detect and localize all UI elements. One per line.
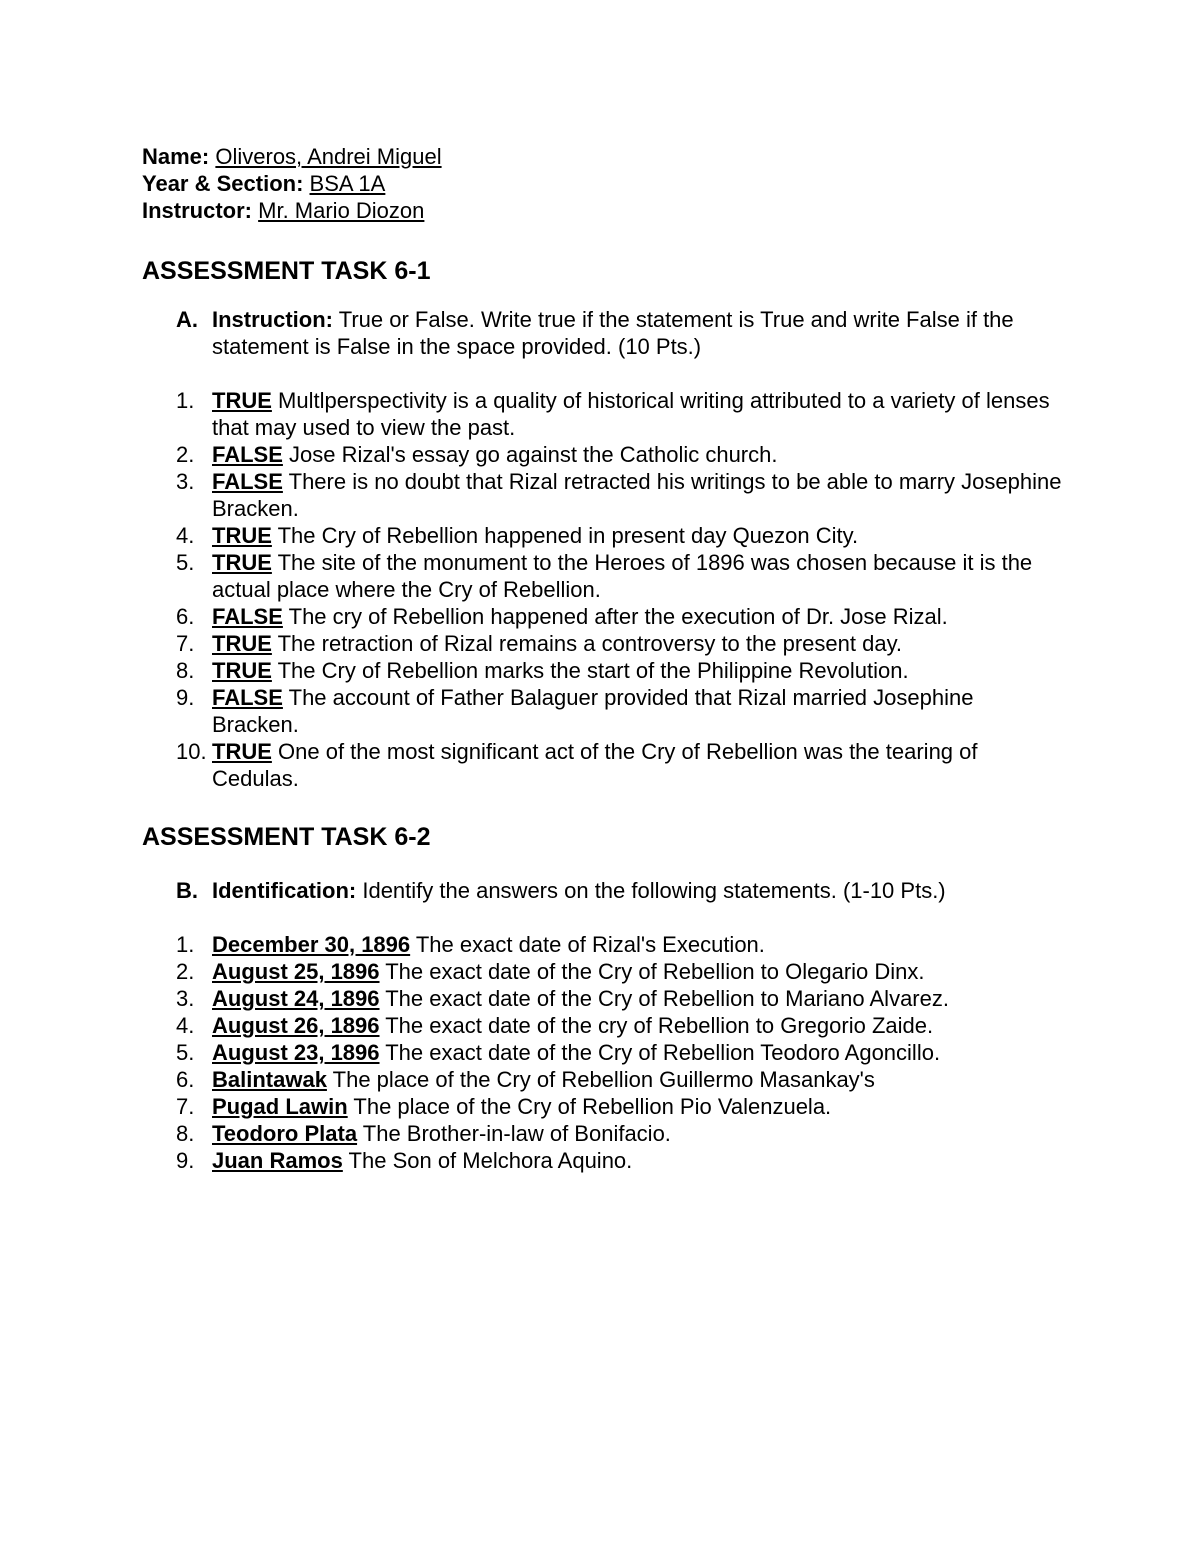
item-answer: TRUE xyxy=(212,658,272,683)
item-number: 8. xyxy=(176,1121,195,1146)
item-text: There is no doubt that Rizal retracted his writings to be able to marry Josephine Bracken. xyxy=(212,469,1062,521)
task2-instruction-label: Identification: xyxy=(212,878,357,903)
item-answer: Pugad Lawin xyxy=(212,1094,348,1119)
item-number: 6. xyxy=(176,1067,195,1092)
item-text: The Brother-in-law of Bonifacio. xyxy=(362,1121,671,1146)
item-number: 9. xyxy=(176,685,195,710)
list-item xyxy=(142,738,1062,792)
item-number: 5. xyxy=(176,1040,195,1065)
item-answer: FALSE xyxy=(212,604,283,629)
item-text: Multlperspectivity is a quality of historical writing attributed to a variety of lenses that may used to view the past. xyxy=(212,388,1050,440)
list-item xyxy=(142,931,1062,958)
list-item xyxy=(142,1093,1062,1120)
item-answer: August 24, 1896 xyxy=(212,986,380,1011)
list-item xyxy=(142,958,1062,985)
item-text: The Cry of Rebellion happened in present day Quezon City. xyxy=(277,523,859,548)
item-text: The Cry of Rebellion marks the start of the Philippine Revolution. xyxy=(277,658,909,683)
item-answer: TRUE xyxy=(212,550,272,575)
task1-list xyxy=(142,387,1062,792)
item-number: 7. xyxy=(176,631,195,656)
item-answer: FALSE xyxy=(212,442,283,467)
item-text: The exact date of Rizal's Execution. xyxy=(415,932,765,957)
item-text: One of the most significant act of the Cry of Rebellion was the tearing of Cedulas. xyxy=(212,739,978,791)
item-number: 4. xyxy=(176,523,195,548)
task1-instruction-letter: A. xyxy=(176,307,198,332)
item-text: The place of the Cry of Rebellion Pio Valenzuela. xyxy=(353,1094,832,1119)
list-item xyxy=(142,985,1062,1012)
item-answer: FALSE xyxy=(212,685,283,710)
task2-instruction-text: Identify the answers on the following statements. (1-10 Pts.) xyxy=(362,878,946,903)
list-item xyxy=(142,1012,1062,1039)
item-number: 9. xyxy=(176,1148,195,1173)
item-number: 4. xyxy=(176,1013,195,1038)
name-line xyxy=(142,143,1062,170)
item-number: 2. xyxy=(176,442,195,467)
item-number: 1. xyxy=(176,388,195,413)
section-value: BSA 1A xyxy=(309,171,386,196)
item-answer: TRUE xyxy=(212,631,272,656)
task1-instruction-label: Instruction: xyxy=(212,307,333,332)
item-number: 3. xyxy=(176,986,195,1011)
item-text: The account of Father Balaguer provided that Rizal married Josephine Bracken. xyxy=(212,685,974,737)
list-item xyxy=(142,1120,1062,1147)
instructor-value: Mr. Mario Diozon xyxy=(258,198,425,223)
name-label: Name: xyxy=(142,144,210,169)
item-answer: TRUE xyxy=(212,388,272,413)
item-number: 10. xyxy=(176,739,207,764)
list-item xyxy=(142,549,1062,603)
item-text: The exact date of the Cry of Rebellion to Olegario Dinx. xyxy=(385,959,925,984)
task2-title: ASSESSMENT TASK 6-2 xyxy=(142,823,431,851)
section-label: Year & Section: xyxy=(142,171,304,196)
item-answer: August 23, 1896 xyxy=(212,1040,380,1065)
list-item xyxy=(142,1039,1062,1066)
item-text: The cry of Rebellion happened after the execution of Dr. Jose Rizal. xyxy=(288,604,948,629)
list-item xyxy=(142,468,1062,522)
item-text: The exact date of the Cry of Rebellion to Mariano Alvarez. xyxy=(385,986,949,1011)
list-item xyxy=(142,1066,1062,1093)
item-answer: Juan Ramos xyxy=(212,1148,343,1173)
task1-instruction xyxy=(142,306,1062,360)
item-answer: TRUE xyxy=(212,739,272,764)
item-answer: FALSE xyxy=(212,469,283,494)
item-number: 5. xyxy=(176,550,195,575)
list-item xyxy=(142,522,1062,549)
item-answer: December 30, 1896 xyxy=(212,932,411,957)
list-item xyxy=(142,630,1062,657)
list-item xyxy=(142,684,1062,738)
list-item xyxy=(142,603,1062,630)
list-item xyxy=(142,441,1062,468)
item-text: The site of the monument to the Heroes of 1896 was chosen because it is the actual place where the Cry of Rebellion. xyxy=(212,550,1033,602)
item-number: 2. xyxy=(176,959,195,984)
task1-instruction-text: True or False. Write true if the statement is True and write False if the statement is False in the space provided. (10 Pts.) xyxy=(212,307,1014,359)
name-value: Oliveros, Andrei Miguel xyxy=(215,144,442,169)
list-item xyxy=(142,387,1062,441)
item-number: 3. xyxy=(176,469,195,494)
task1-title: ASSESSMENT TASK 6-1 xyxy=(142,257,431,285)
item-number: 8. xyxy=(176,658,195,683)
section-line xyxy=(142,170,1062,197)
instructor-label: Instructor: xyxy=(142,198,252,223)
list-item xyxy=(142,1147,1062,1174)
item-answer: Balintawak xyxy=(212,1067,327,1092)
instructor-line xyxy=(142,197,1062,224)
item-text: The exact date of the Cry of Rebellion Teodoro Agoncillo. xyxy=(385,1040,941,1065)
item-answer: TRUE xyxy=(212,523,272,548)
item-answer: Teodoro Plata xyxy=(212,1121,358,1146)
item-text: The exact date of the cry of Rebellion to Gregorio Zaide. xyxy=(385,1013,934,1038)
item-number: 7. xyxy=(176,1094,195,1119)
item-text: The retraction of Rizal remains a controversy to the present day. xyxy=(277,631,903,656)
task2-list xyxy=(142,931,1062,1174)
item-text: The Son of Melchora Aquino. xyxy=(348,1148,633,1173)
item-text: The place of the Cry of Rebellion Guillermo Masankay's xyxy=(332,1067,875,1092)
list-item xyxy=(142,657,1062,684)
task2-instruction xyxy=(142,877,1062,904)
item-text: Jose Rizal's essay go against the Catholic church. xyxy=(289,442,778,467)
item-answer: August 25, 1896 xyxy=(212,959,380,984)
item-answer: August 26, 1896 xyxy=(212,1013,380,1038)
document-page xyxy=(142,143,1062,1174)
task2-instruction-letter: B. xyxy=(176,878,198,903)
item-number: 6. xyxy=(176,604,195,629)
item-number: 1. xyxy=(176,932,195,957)
